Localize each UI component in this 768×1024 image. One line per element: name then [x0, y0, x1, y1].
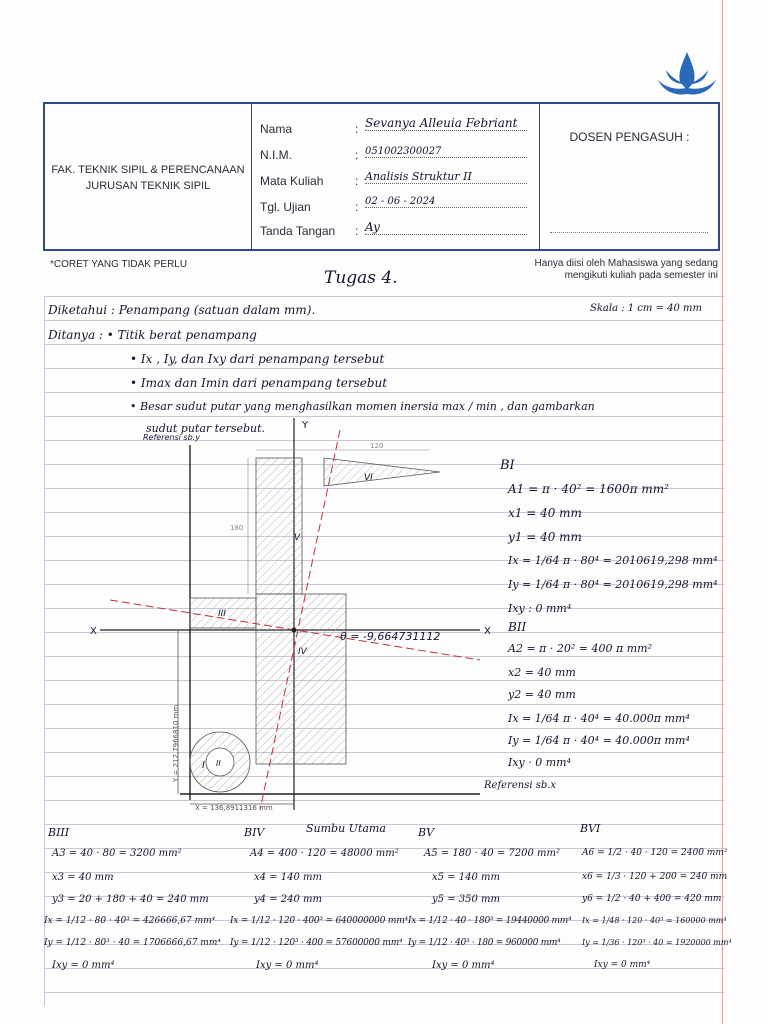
- section-drawing: [80, 410, 520, 820]
- faculty-line-2: JURUSAN TEKNIK SIPIL: [85, 180, 211, 192]
- dosen-pengasuh-label: DOSEN PENGASUH :: [569, 130, 690, 144]
- label-nim: N.I.M.: [260, 148, 292, 162]
- dosen-cell: [539, 104, 719, 249]
- bii-x: x2 = 40 mm: [508, 666, 576, 679]
- sumbu-utama-label: Sumbu Utama: [306, 822, 386, 835]
- bv-y: y5 = 350 mm: [432, 894, 500, 905]
- bii-title: BII: [508, 620, 527, 634]
- bii-area: A2 = π · 20² = 400 π mm²: [508, 642, 652, 655]
- question-2: • Ix , Iy, dan Ixy dari penampang tersebut: [130, 352, 385, 366]
- bii-y: y2 = 40 mm: [508, 688, 576, 701]
- value-tgl-ujian: 02 - 06 - 2024: [365, 196, 527, 208]
- label-mata-kuliah: Mata Kuliah: [260, 174, 324, 188]
- part-iv-rect: [256, 594, 346, 764]
- note-line-2: mengikuti kuliah pada semester ini: [564, 270, 718, 281]
- label-part-v: V: [294, 533, 301, 543]
- ditanya-line: Ditanya : • Titik berat penampang: [48, 328, 257, 342]
- biv-iy: Iy = 1/12 · 120³ · 400 = 57600000 mm⁴: [230, 938, 403, 948]
- question-3: • Imax dan Imin dari penampang tersebut: [130, 376, 388, 390]
- label-part-iii: III: [218, 609, 226, 619]
- value-nim: 051002300027: [365, 146, 527, 158]
- centroid-point: [292, 628, 297, 633]
- bi-iy: Iy = 1/64 π · 80⁴ = 2010619,298 mm⁴: [508, 578, 718, 591]
- axis-x-label-right: X: [484, 626, 491, 637]
- bvi-title: BVI: [580, 822, 601, 835]
- coret-note: *CORET YANG TIDAK PERLU: [50, 259, 188, 270]
- question-4: • Besar sudut putar yang menghasilkan momen inersia max / min , dan gambarkan: [130, 400, 595, 413]
- biii-area: A3 = 40 · 80 = 3200 mm²: [52, 848, 182, 859]
- biv-area: A4 = 400 · 120 = 48000 mm²: [250, 848, 399, 859]
- biii-title: BIII: [48, 826, 70, 839]
- bv-x: x5 = 140 mm: [432, 872, 500, 883]
- bvi-ix: Ix = 1/48 · 120 · 40³ = 160000 mm⁴: [582, 916, 727, 925]
- label-tgl-ujian: Tgl. Ujian: [260, 200, 311, 214]
- value-mata-kuliah: Analisis Struktur II: [365, 170, 527, 184]
- value-tanda-tangan: Ay: [365, 220, 527, 235]
- value-nama: Sevanya Alleuia Febriant: [365, 116, 527, 131]
- biii-iy: Iy = 1/12 · 80³ · 40 = 1706666,67 mm⁴: [44, 938, 221, 948]
- bii-ixy: Ixy · 0 mm⁴: [508, 756, 572, 769]
- bv-iy: Iy = 1/12 · 40³ · 180 = 960000 mm⁴: [408, 938, 561, 948]
- label-tanda-tangan: Tanda Tangan: [260, 224, 336, 238]
- part-v-rect: [256, 458, 302, 594]
- bvi-iy: Iy = 1/36 · 120³ · 40 = 1920000 mm⁴: [582, 938, 732, 947]
- bi-x: x1 = 40 mm: [508, 506, 582, 520]
- label-part-vi: VI: [364, 473, 373, 483]
- bv-title: BV: [418, 826, 435, 839]
- biii-ixy: Ixy = 0 mm⁴: [52, 960, 115, 971]
- label-nama: Nama: [260, 122, 293, 136]
- biii-ix: Ix = 1/12 · 80 · 40³ = 426666,67 mm⁴: [44, 916, 216, 926]
- ybar-label: Y = 212,7966810 mm: [172, 704, 180, 782]
- biv-y: y4 = 240 mm: [254, 894, 322, 905]
- header-box: FAK. TEKNIK SIPIL & PERENCANAAN JURUSAN TEKNIK SIPIL Nama N.I.M. Mata Kuliah Tgl. Ujian Tanda Tangan : : : : : Sevanya Alleuia Febriant 051002300027 Analisis Struktur II 02 - 06 - 2024 Ay DOSEN PENGASUH :: [43, 102, 720, 251]
- note-line-1: Hanya diisi oleh Mahasiswa yang sedang: [534, 258, 718, 269]
- bii-ix: Ix = 1/64 π · 40⁴ = 40.000π mm⁴: [508, 712, 690, 725]
- dim-top-label: 120: [370, 442, 384, 450]
- biii-x: x3 = 40 mm: [52, 872, 114, 883]
- biii-y: y3 = 20 + 180 + 40 = 240 mm: [52, 894, 209, 905]
- faculty-line-1: FAK. TEKNIK SIPIL & PERENCANAAN: [51, 164, 245, 176]
- biv-title: BIV: [244, 826, 265, 839]
- page-title: Tugas 4.: [324, 268, 398, 288]
- question-4b: sudut putar tersebut.: [146, 422, 266, 435]
- bi-y: y1 = 40 mm: [508, 530, 582, 544]
- bv-ixy: Ixy = 0 mm⁴: [432, 960, 495, 971]
- page-edge-line: [722, 0, 723, 1024]
- bv-ix: Ix = 1/12 · 40 · 180³ = 19440000 mm⁴: [408, 916, 572, 926]
- bvi-x: x6 = 1/3 · 120 + 200 = 240 mm: [582, 872, 728, 882]
- diketahui-line: Diketahui : Penampang (satuan dalam mm).: [48, 303, 316, 317]
- bi-title: BI: [500, 458, 515, 473]
- faculty-cell: [45, 104, 252, 249]
- ref-y-label: Referensi sb.y: [143, 433, 200, 442]
- bvi-y: y6 = 1/2 · 40 + 400 = 420 mm: [582, 894, 722, 904]
- bi-area: A1 = π · 40² = 1600π mm²: [508, 482, 669, 496]
- xbar-label: X = 136,8911316 mm: [195, 804, 273, 812]
- skala-line: Skala : 1 cm = 40 mm: [590, 303, 702, 314]
- biv-ixy: Ixy = 0 mm⁴: [256, 960, 319, 971]
- axis-y-label: Y: [302, 420, 309, 431]
- label-part-i: I: [202, 760, 205, 771]
- biv-ix: Ix = 1/12 · 120 · 400³ = 640000000 mm⁴: [230, 916, 408, 926]
- bvi-ixy: Ixy = 0 mm⁴: [594, 960, 651, 970]
- ref-x-label: Referensi sb.x: [484, 780, 557, 791]
- bi-ix: Ix = 1/64 π · 80⁴ = 2010619,298 mm⁴: [508, 554, 718, 567]
- bi-ixy: Ixy : 0 mm⁴: [508, 602, 572, 615]
- axis-x-label-left: X: [90, 626, 97, 637]
- label-part-iv: IV: [298, 647, 307, 657]
- theta-label: θ = -9,664731112: [340, 630, 441, 643]
- dim-side-label: 180: [230, 524, 244, 532]
- bv-area: A5 = 180 · 40 = 7200 mm²: [424, 848, 561, 859]
- university-logo-icon: [652, 50, 722, 100]
- part-vi-triangle: [324, 458, 440, 486]
- label-part-ii: II: [216, 759, 221, 768]
- bii-iy: Iy = 1/64 π · 40⁴ = 40.000π mm⁴: [508, 734, 690, 747]
- biv-x: x4 = 140 mm: [254, 872, 322, 883]
- margin-line: [44, 296, 45, 1006]
- bvi-area: A6 = 1/2 · 40 · 120 = 2400 mm²: [582, 848, 728, 858]
